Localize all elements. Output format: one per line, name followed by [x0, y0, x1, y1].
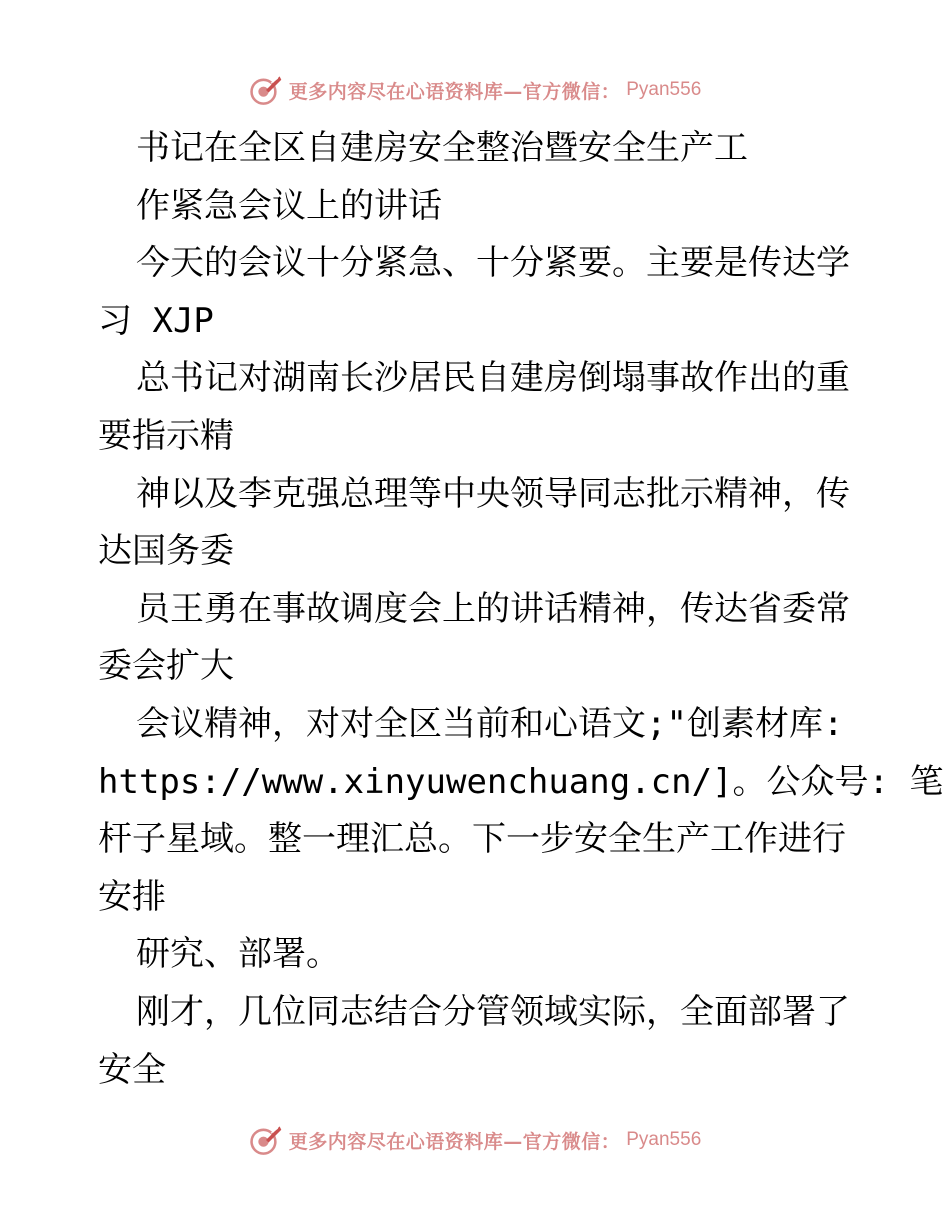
text-line: 作紧急会议上的讲话 — [136, 185, 442, 226]
text-line: 今天的会议十分紧急、十分紧要。主要是传达学 — [136, 243, 850, 284]
text-line: 研究、部署。 — [136, 934, 340, 975]
footer-banner — [0, 1120, 950, 1160]
text-line: 委会扩大 — [98, 646, 234, 687]
banner-content — [249, 1123, 702, 1157]
text-line: 员王勇在事故调度会上的讲话精神，传达省委常 — [136, 588, 850, 629]
text-line: 神以及李克强总理等中央领导同志批示精神，传 — [136, 473, 850, 514]
text-line: https://www.xinyuwenchuang.cn/]。公众号: 笔 — [98, 761, 944, 802]
text-line: 安排 — [98, 876, 166, 917]
banner-wechat-id: Pyan556 — [626, 1129, 702, 1150]
text-line: 达国务委 — [98, 531, 234, 572]
header-banner — [0, 70, 950, 110]
text-line: 总书记对湖南长沙居民自建房倒塌事故作出的重 — [136, 358, 850, 399]
text-line: 杆子星域。整一理汇总。下一步安全生产工作进行 — [98, 819, 846, 860]
banner-text: 更多内容尽在心语资料库—官方微信： — [288, 80, 621, 103]
text-line: 安全 — [98, 1049, 166, 1090]
quill-logo-icon — [249, 73, 283, 107]
text-line: 刚才，几位同志结合分管领域实际，全面部署了 — [136, 991, 850, 1032]
quill-logo-icon — [249, 1123, 283, 1157]
banner-text: 更多内容尽在心语资料库—官方微信： — [288, 1130, 621, 1153]
banner-wechat-id: Pyan556 — [626, 79, 702, 100]
text-line: 会议精神，对对全区当前和心语文;"创素材库: — [136, 703, 844, 744]
document-body — [98, 120, 944, 1099]
text-line: 要指示精 — [98, 415, 234, 456]
banner-content — [249, 73, 702, 107]
text-line: 习 XJP — [98, 300, 214, 341]
text-line: 书记在全区自建房安全整治暨安全生产工 — [136, 128, 748, 168]
